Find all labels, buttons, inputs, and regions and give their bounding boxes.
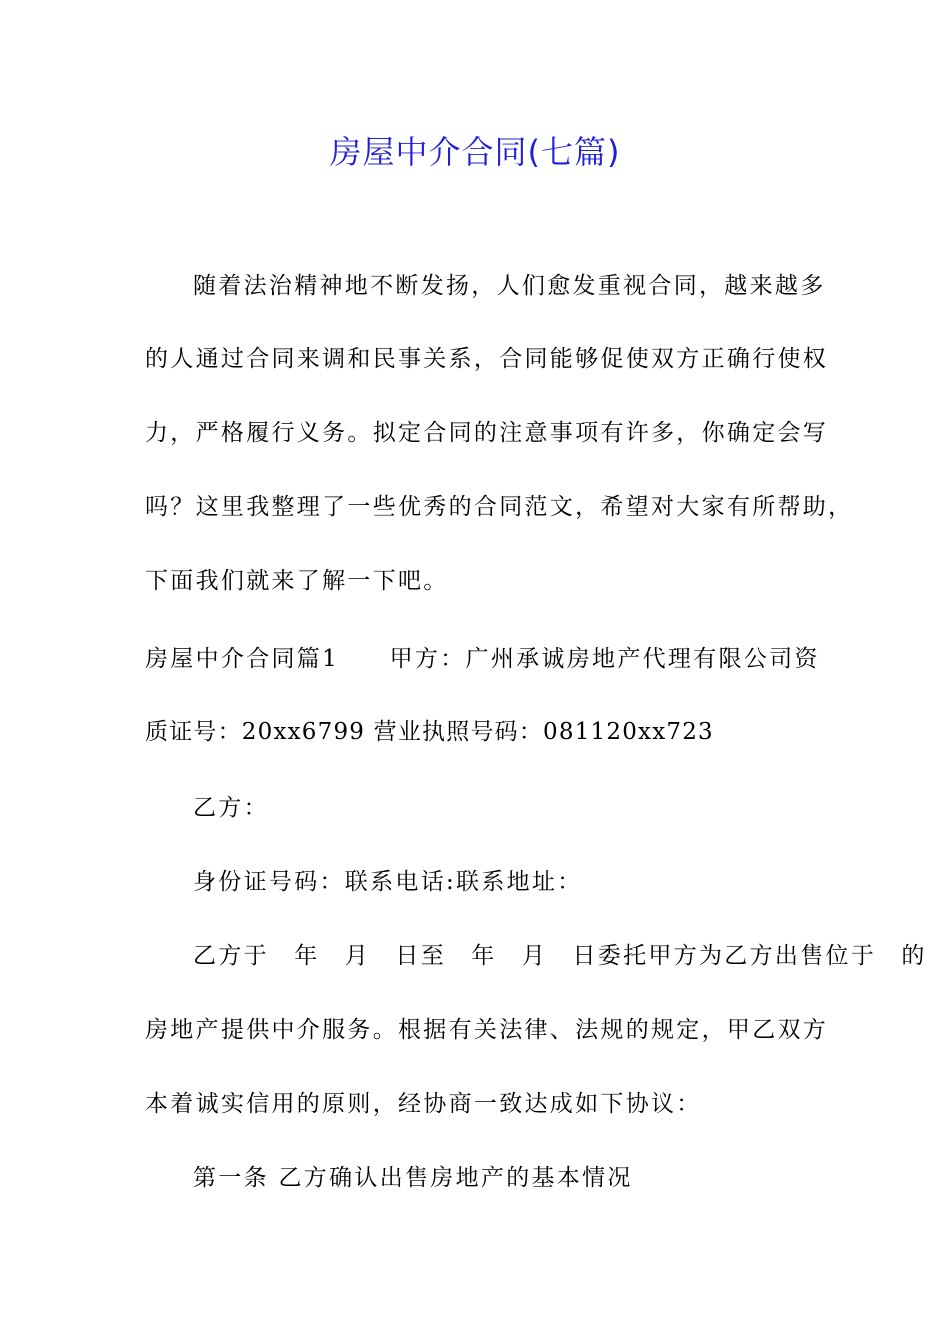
- paragraph-line: 本着诚实信用的原则，经协商一致达成如下协议：: [145, 1091, 702, 1117]
- document-title: 房屋中介合同(七篇): [329, 133, 621, 171]
- party-b-details: 身份证号码：联系电话:联系地址：: [193, 869, 583, 895]
- paragraph-line: 力，严格履行义务。拟定合同的注意事项有许多，你确定会写: [145, 420, 829, 446]
- paragraph-line: 吗？这里我整理了一些优秀的合同范文，希望对大家有所帮助，: [145, 494, 854, 520]
- paragraph-line: 质证号：20xx6799 营业执照号码：081120xx723: [145, 719, 714, 745]
- article-heading: 第一条 乙方确认出售房地产的基本情况: [193, 1165, 633, 1191]
- paragraph-line: 下面我们就来了解一下吧。: [145, 568, 449, 594]
- paragraph-line: 乙方于 年 月 日至 年 月 日委托甲方为乙方出售位于 的: [193, 943, 927, 969]
- paragraph-line: 随着法治精神地不断发扬，人们愈发重视合同，越来越多: [193, 273, 826, 299]
- party-b-label: 乙方：: [193, 795, 269, 821]
- section-heading-line: 房屋中介合同篇1 甲方：广州承诚房地产代理有限公司资: [145, 646, 820, 672]
- paragraph-line: 的人通过合同来调和民事关系，合同能够促使双方正确行使权: [145, 346, 829, 372]
- paragraph-line: 房地产提供中介服务。根据有关法律、法规的规定，甲乙双方: [145, 1017, 829, 1043]
